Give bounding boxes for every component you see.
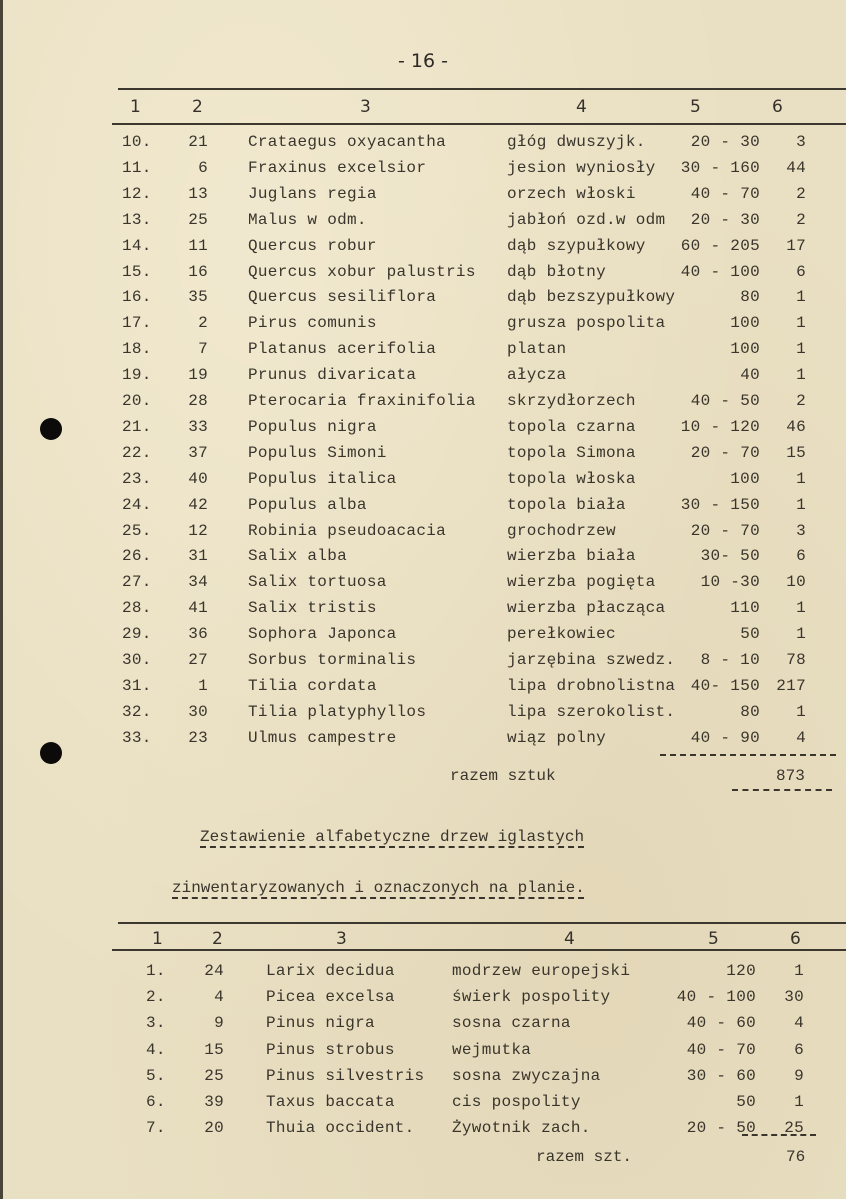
table2-header-rule: [112, 949, 846, 951]
latin-name: Tilia platyphyllos: [248, 702, 427, 721]
polish-name: skrzydłorzech: [507, 392, 636, 410]
polish-name: Żywotnik zach.: [452, 1119, 591, 1138]
table-row: [0, 470, 846, 494]
tree-count: 3: [796, 521, 806, 540]
row-number: 11.: [122, 158, 152, 177]
latin-name: Malus w odm.: [248, 210, 367, 229]
row-number: 32.: [122, 702, 152, 721]
table1-header-rule: [112, 123, 846, 125]
tree-count: 6: [796, 547, 806, 566]
tree-count: 2: [796, 210, 806, 229]
diameter-range: 8 - 10: [700, 651, 760, 669]
plan-number: 41: [188, 599, 208, 618]
tree-count: 217: [776, 676, 806, 695]
table1-total-value: 873: [776, 767, 805, 785]
table-row: [0, 547, 846, 571]
table-row: [0, 729, 846, 753]
diameter-range: 40 - 70: [690, 184, 760, 203]
plan-number: 21: [188, 133, 208, 151]
polish-name: topola Simona: [507, 443, 636, 462]
col-header-3: 3: [336, 929, 347, 949]
diameter-range: 100: [730, 469, 760, 488]
latin-name: Populus Simoni: [248, 443, 387, 462]
table2-total-label: razem szt.: [536, 1148, 633, 1166]
col-header-6: 6: [790, 929, 801, 949]
plan-number: 28: [188, 392, 208, 410]
plan-number: 31: [188, 547, 208, 566]
polish-name: lipa szerokolist.: [507, 702, 676, 721]
table2-top-rule: [118, 922, 846, 924]
diameter-range: 80: [740, 702, 760, 721]
polish-name: modrzew europejski: [452, 962, 631, 980]
row-number: 3.: [146, 1014, 166, 1033]
diameter-range: 30- 50: [700, 547, 760, 566]
plan-number: 16: [188, 262, 208, 281]
row-number: 19.: [122, 366, 152, 385]
plan-number: 13: [188, 184, 208, 203]
row-number: 14.: [122, 236, 152, 255]
latin-name: Salix tortuosa: [248, 573, 387, 592]
tree-count: 6: [794, 1040, 804, 1059]
plan-number: 19: [188, 366, 208, 385]
col-header-4: 4: [564, 929, 575, 949]
diameter-range: 30 - 150: [680, 495, 760, 514]
diameter-range: 40 - 90: [690, 728, 760, 747]
plan-number: 34: [188, 573, 208, 592]
table-row: [0, 418, 846, 442]
plan-number: 36: [188, 625, 208, 644]
polish-name: grusza pospolita: [507, 314, 666, 333]
polish-name: wierzba płacząca: [507, 599, 666, 618]
plan-number: 40: [188, 469, 208, 488]
plan-number: 7: [198, 340, 208, 359]
plan-number: 9: [214, 1014, 224, 1033]
tree-count: 25: [784, 1119, 804, 1138]
plan-number: 2: [198, 314, 208, 333]
diameter-range: 50: [740, 625, 760, 644]
latin-name: Salix tristis: [248, 599, 377, 618]
page-number: - 16 -: [398, 50, 448, 72]
col-header-6: 6: [772, 97, 783, 117]
tree-count: 78: [786, 651, 806, 669]
col-header-2: 2: [212, 929, 223, 949]
polish-name: jesion wyniosły: [507, 158, 656, 177]
row-number: 6.: [146, 1093, 166, 1111]
latin-name: Robinia pseudoacacia: [248, 521, 447, 540]
table-row: [0, 651, 846, 675]
col-header-1: 1: [152, 929, 163, 949]
tree-count: 30: [784, 988, 804, 1007]
table-row: [0, 988, 846, 1012]
table-row: [0, 237, 846, 261]
row-number: 21.: [122, 417, 152, 436]
row-number: 20.: [122, 392, 152, 410]
row-number: 23.: [122, 469, 152, 488]
table-row: [0, 703, 846, 727]
polish-name: topola biała: [507, 495, 626, 514]
row-number: 7.: [146, 1119, 166, 1138]
diameter-range: 20 - 70: [690, 521, 760, 540]
diameter-range: 100: [730, 314, 760, 333]
col-header-4: 4: [576, 97, 587, 117]
row-number: 29.: [122, 625, 152, 644]
plan-number: 12: [188, 521, 208, 540]
table2-sum-line: [742, 1134, 816, 1136]
polish-name: wejmutka: [452, 1040, 532, 1059]
latin-name: Pterocaria fraxinifolia: [248, 392, 476, 410]
latin-name: Pinus nigra: [266, 1014, 375, 1033]
tree-count: 4: [796, 728, 806, 747]
polish-name: lipa drobnolistna: [507, 676, 676, 695]
polish-name: jarzębina szwedz.: [507, 651, 676, 669]
polish-name: sosna zwyczajna: [452, 1066, 601, 1085]
polish-name: cis pospolity: [452, 1093, 581, 1111]
row-number: 31.: [122, 676, 152, 695]
row-number: 30.: [122, 651, 152, 669]
latin-name: Ulmus campestre: [248, 728, 397, 747]
polish-name: perełkowiec: [507, 625, 616, 644]
diameter-range: 20 - 30: [690, 210, 760, 229]
col-header-5: 5: [708, 929, 719, 949]
row-number: 1.: [146, 962, 166, 980]
row-number: 33.: [122, 728, 152, 747]
tree-count: 1: [794, 962, 804, 980]
plan-number: 1: [198, 676, 208, 695]
col-header-1: 1: [130, 97, 141, 117]
row-number: 25.: [122, 521, 152, 540]
table-row: [0, 366, 846, 390]
polish-name: orzech włoski: [507, 184, 636, 203]
row-number: 28.: [122, 599, 152, 618]
latin-name: Quercus xobur palustris: [248, 262, 476, 281]
latin-name: Quercus sesiliflora: [248, 288, 437, 307]
plan-number: 6: [198, 158, 208, 177]
section-title-line1: Zestawienie alfabetyczne drzew iglastych: [200, 828, 585, 846]
latin-name: Taxus baccata: [266, 1093, 395, 1111]
polish-name: sosna czarna: [452, 1014, 571, 1033]
diameter-range: 20 - 70: [690, 443, 760, 462]
table1-total-label: razem sztuk: [450, 767, 556, 785]
table1-total-underline: [732, 789, 832, 791]
table-row: [0, 159, 846, 183]
tree-count: 2: [796, 392, 806, 410]
polish-name: grochodrzew: [507, 521, 616, 540]
diameter-range: 40: [740, 366, 760, 385]
section-title-line2: zinwentaryzowanych i oznaczonych na planie.: [172, 879, 585, 897]
polish-name: topola włoska: [507, 469, 636, 488]
tree-count: 17: [786, 236, 806, 255]
row-number: 12.: [122, 184, 152, 203]
diameter-range: 40- 150: [690, 676, 760, 695]
polish-name: wierzba pogięta: [507, 573, 656, 592]
plan-number: 35: [188, 288, 208, 307]
latin-name: Platanus acerifolia: [248, 340, 437, 359]
tree-count: 1: [796, 366, 806, 385]
table-row: [0, 340, 846, 364]
plan-number: 4: [214, 988, 224, 1007]
tree-count: 46: [786, 417, 806, 436]
diameter-range: 10 - 120: [680, 417, 760, 436]
table-row: [0, 1067, 846, 1091]
diameter-range: 30 - 60: [686, 1066, 756, 1085]
latin-name: Picea excelsa: [266, 988, 395, 1007]
table-row: [0, 1041, 846, 1065]
diameter-range: 110: [730, 599, 760, 618]
row-number: 10.: [122, 133, 152, 151]
diameter-range: 40 - 50: [690, 392, 760, 410]
row-number: 13.: [122, 210, 152, 229]
table-row: [0, 1119, 846, 1143]
row-number: 17.: [122, 314, 152, 333]
tree-count: 9: [794, 1066, 804, 1085]
row-number: 5.: [146, 1066, 166, 1085]
row-number: 4.: [146, 1040, 166, 1059]
table-row: [0, 263, 846, 287]
row-number: 26.: [122, 547, 152, 566]
diameter-range: 60 - 205: [680, 236, 760, 255]
tree-count: 4: [794, 1014, 804, 1033]
latin-name: Sophora Japonca: [248, 625, 397, 644]
table-row: [0, 1093, 846, 1117]
table2-total-value: 76: [786, 1148, 806, 1166]
plan-number: 23: [188, 728, 208, 747]
table1-sum-line: [660, 754, 836, 756]
diameter-range: 40 - 100: [676, 988, 756, 1007]
polish-name: świerk pospolity: [452, 988, 611, 1007]
polish-name: jabłoń ozd.w odm: [507, 210, 666, 229]
latin-name: Populus nigra: [248, 417, 377, 436]
plan-number: 37: [188, 443, 208, 462]
diameter-range: 40 - 70: [686, 1040, 756, 1059]
tree-count: 1: [796, 288, 806, 307]
plan-number: 25: [188, 210, 208, 229]
plan-number: 15: [204, 1040, 224, 1059]
tree-count: 1: [796, 469, 806, 488]
latin-name: Populus italica: [248, 469, 397, 488]
diameter-range: 50: [736, 1093, 756, 1111]
plan-number: 25: [204, 1066, 224, 1085]
table-row: [0, 185, 846, 209]
tree-count: 3: [796, 133, 806, 151]
latin-name: Quercus robur: [248, 236, 377, 255]
tree-count: 1: [796, 314, 806, 333]
polish-name: głóg dwuszyjk.: [507, 133, 646, 151]
table-row: [0, 677, 846, 701]
tree-count: 1: [796, 599, 806, 618]
tree-count: 2: [796, 184, 806, 203]
diameter-range: 30 - 160: [680, 158, 760, 177]
row-number: 2.: [146, 988, 166, 1007]
latin-name: Pinus strobus: [266, 1040, 395, 1059]
tree-count: 10: [786, 573, 806, 592]
plan-number: 20: [204, 1119, 224, 1138]
table-row: [0, 314, 846, 338]
table-row: [0, 962, 846, 986]
latin-name: Pinus silvestris: [266, 1066, 425, 1085]
latin-name: Populus alba: [248, 495, 367, 514]
plan-number: 42: [188, 495, 208, 514]
row-number: 22.: [122, 443, 152, 462]
table-row: [0, 1014, 846, 1038]
diameter-range: 120: [726, 962, 756, 980]
row-number: 16.: [122, 288, 152, 307]
tree-count: 15: [786, 443, 806, 462]
latin-name: Fraxinus excelsior: [248, 158, 427, 177]
table-row: [0, 211, 846, 235]
row-number: 18.: [122, 340, 152, 359]
tree-count: 6: [796, 262, 806, 281]
latin-name: Salix alba: [248, 547, 348, 566]
polish-name: dąb szypułkowy: [507, 236, 646, 255]
latin-name: Juglans regia: [248, 184, 377, 203]
tree-count: 1: [796, 702, 806, 721]
plan-number: 39: [204, 1093, 224, 1111]
table-row: [0, 625, 846, 649]
polish-name: ałycza: [507, 366, 567, 385]
plan-number: 30: [188, 702, 208, 721]
row-number: 27.: [122, 573, 152, 592]
polish-name: dąb błotny: [507, 262, 607, 281]
latin-name: Larix decidua: [266, 962, 395, 980]
table-row: [0, 392, 846, 416]
table1-top-rule: [118, 88, 846, 90]
table-row: [0, 573, 846, 597]
row-number: 15.: [122, 262, 152, 281]
table-row: [0, 288, 846, 312]
diameter-range: 10 -30: [700, 573, 760, 592]
table-row: [0, 133, 846, 157]
row-number: 24.: [122, 495, 152, 514]
diameter-range: 40 - 100: [680, 262, 760, 281]
latin-name: Thuia occident.: [266, 1119, 415, 1138]
diameter-range: 20 - 50: [686, 1119, 756, 1138]
diameter-range: 40 - 60: [686, 1014, 756, 1033]
tree-count: 1: [794, 1093, 804, 1111]
latin-name: Prunus divaricata: [248, 366, 417, 385]
tree-count: 1: [796, 625, 806, 644]
tree-count: 1: [796, 340, 806, 359]
plan-number: 27: [188, 651, 208, 669]
latin-name: Pirus comunis: [248, 314, 377, 333]
polish-name: dąb bezszypułkowy: [507, 288, 676, 307]
latin-name: Sorbus torminalis: [248, 651, 417, 669]
plan-number: 24: [204, 962, 224, 980]
plan-number: 11: [188, 236, 208, 255]
col-header-2: 2: [192, 97, 203, 117]
table-row: [0, 444, 846, 468]
col-header-3: 3: [360, 97, 371, 117]
diameter-range: 100: [730, 340, 760, 359]
polish-name: platan: [507, 340, 567, 359]
col-header-5: 5: [690, 97, 701, 117]
latin-name: Crataegus oxyacantha: [248, 133, 447, 151]
tree-count: 1: [796, 495, 806, 514]
polish-name: topola czarna: [507, 417, 636, 436]
diameter-range: 20 - 30: [690, 133, 760, 151]
table-row: [0, 522, 846, 546]
plan-number: 33: [188, 417, 208, 436]
latin-name: Tilia cordata: [248, 676, 377, 695]
polish-name: wierzba biała: [507, 547, 636, 566]
polish-name: wiąz polny: [507, 728, 607, 747]
table-row: [0, 496, 846, 520]
table-row: [0, 599, 846, 623]
diameter-range: 80: [740, 288, 760, 307]
tree-count: 44: [786, 158, 806, 177]
